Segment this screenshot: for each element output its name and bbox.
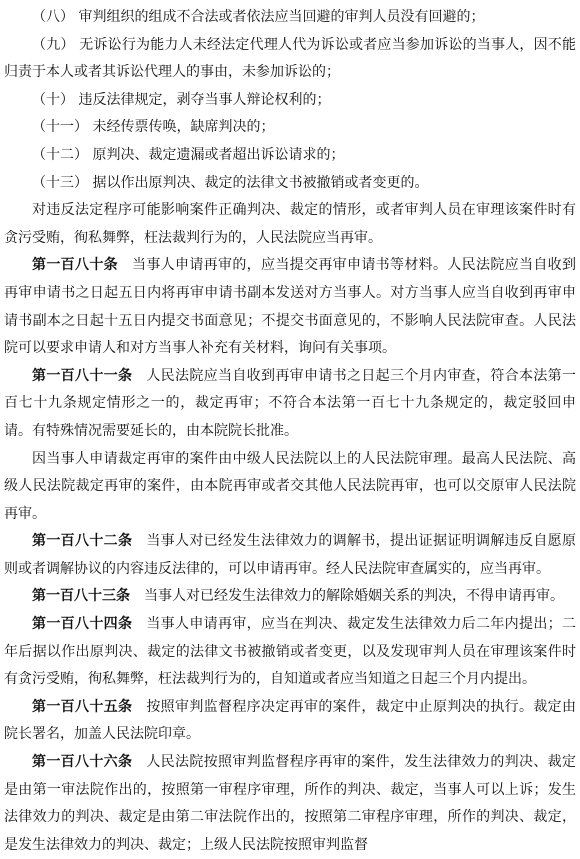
article-182: [4, 528, 576, 583]
article-180: [4, 252, 576, 362]
article-text: 当事人申请再审的，应当提交再审申请书等材料。人民法院应当自收到再审申请书之日起五日内将再审申请书副本发送对方当事人。对方当事人应当自收到再审申请书副本之日起十五日内提交书面意见；不提交书面意见的，不影响人民法院审查。人民法院可以要求申请人和对方当事人补充有关材料，询问有关事项。: [4, 257, 576, 357]
article-number: 第一百八十四条: [32, 616, 133, 633]
list-item-13: （十三） 据以作出原判决、裁定的法律文书被撤销或者变更的。: [32, 174, 429, 191]
paragraph-procedure-violation: 对违反法定程序可能影响案件正确判决、裁定的情形，或者审判人员在审理该案件时有贪污受贿，徇私舞弊，枉法裁判行为的，人民法院应当再审。: [4, 202, 576, 246]
article-text: 按照审判监督程序决定再审的案件，裁定中止原判决的执行。裁定由院长署名，加盖人民法院印章。: [4, 698, 577, 743]
list-item-10: （十） 违反法律规定，剥夺当事人辩论权利的；: [32, 91, 331, 108]
article-text: 人民法院按照审判监督程序再审的案件，发生法律效力的判决、裁定是由第一审法院作出的，按照第一审程序审理，所作的判决、裁定，当事人可以上诉；发生法律效力的判决、裁定是由第二审法院作出的，按照第二审程序审理，所作的判决、裁定，是发生法律效力的判决、裁定；上级人民法院按照审判监督: [4, 754, 577, 853]
article-number: 第一百八十三条: [32, 588, 130, 605]
list-item-12: （十二） 原判决、裁定遗漏或者超出诉讼请求的；: [32, 146, 345, 163]
article-number: 第一百八十五条: [32, 698, 133, 715]
article-text: 人民法院应当自收到再审申请书之日起三个月内审查，符合本法第一百七十九条规定情形之一的，裁定再审；不符合本法第一百七十九条规定的，裁定驳回申请。有特殊情况需要延长的，由本院院长批准。: [4, 367, 577, 439]
article-184: [4, 611, 576, 694]
article-number: 第一百八十条: [32, 257, 118, 274]
article-text: 当事人申请再审，应当在判决、裁定发生法律效力后二年内提出；二年后据以作出原判决、裁定的法律文书被撤销或者变更，以及发现审判人员在审理该案件时有贪污受贿，徇私舞弊，枉法裁判行为的，自知道或者应当知道之日起三个月内提出。: [4, 616, 577, 688]
article-186: [4, 749, 576, 859]
article-text: 当事人对已经发生法律效力的解除婚姻关系的判决，不得申请再审。: [144, 588, 564, 605]
article-181-paragraph-2: 因当事人申请裁定再审的案件由中级人民法院以上的人民法院审理。最高人民法院、高级人民法院裁定再审的案件，由本院再审或者交其他人民法院再审，也可以交原审人民法院再审。: [4, 450, 576, 522]
article-number: 第一百八十二条: [32, 533, 133, 550]
list-item-8: （八） 审判组织的组成不合法或者依法应当回避的审判人员没有回避的；: [32, 9, 485, 25]
article-185: [4, 694, 576, 749]
article-number: 第一百八十一条: [32, 367, 133, 384]
article-183: [4, 583, 576, 611]
article-number: 第一百八十六条: [32, 754, 133, 771]
list-item-11: （十一） 未经传票传唤，缺席判决的；: [32, 119, 275, 136]
article-text: 当事人对已经发生法律效力的调解书，提出证据证明调解违反自愿原则或者调解协议的内容违反法律的，可以申请再审。经人民法院审查属实的，应当再审。: [4, 533, 577, 577]
list-item-9: （九） 无诉讼行为能力人未经法定代理人代为诉讼或者应当参加诉讼的当事人，因不能归责于本人或者其诉讼代理人的事由，未参加诉讼的；: [4, 36, 576, 81]
article-181: [4, 363, 576, 446]
document-page: [4, 4, 576, 859]
